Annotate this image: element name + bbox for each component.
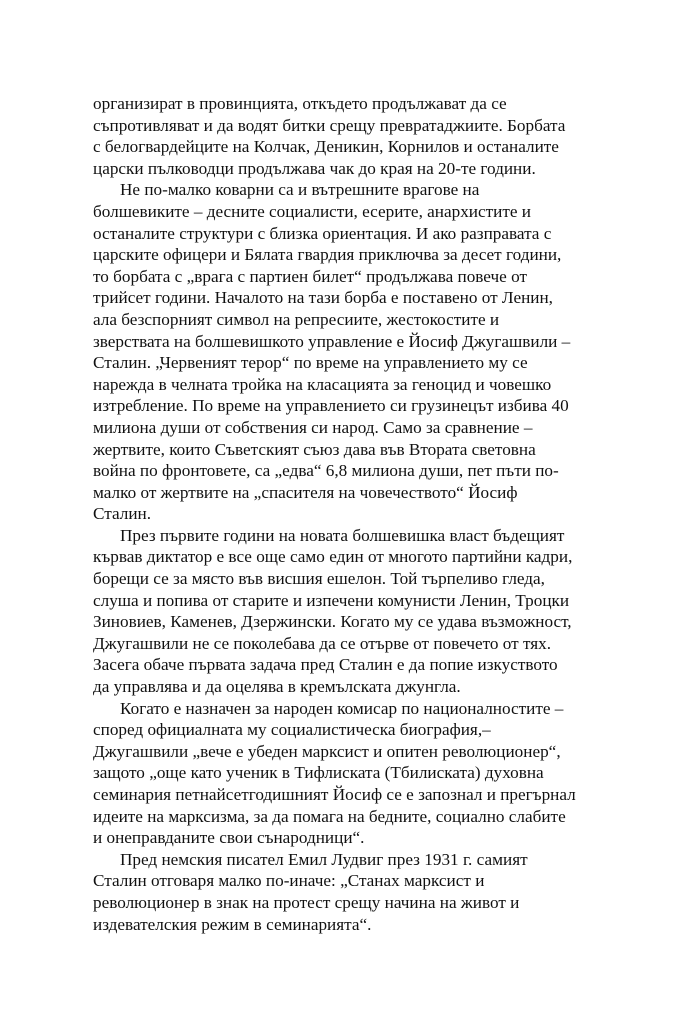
text-line: Когато е назначен за народен комисар по националностите – xyxy=(120,698,564,718)
text-line: останалите структури с близка ориентация. И ако разправата с xyxy=(93,223,552,243)
text-line: идеите на марксизма, за да помага на бедните, социално слабите xyxy=(93,806,566,826)
text-line: война по фронтовете, са „едва“ 6,8 милиона души, пет пъти по- xyxy=(93,461,559,481)
text-line: изтребление. По време на управлението си грузинецът избива 40 xyxy=(93,396,569,416)
paragraph-2 xyxy=(93,179,615,525)
text-line: то борбата с „врага с партиен билет“ продължава повече от xyxy=(93,266,527,286)
text-line: болшевиките – десните социалисти, есерите, анархистите и xyxy=(93,201,531,221)
paragraph-4 xyxy=(93,698,615,849)
document-page xyxy=(93,93,615,935)
text-line: според официалната му социалистическа биография,– xyxy=(93,720,491,740)
text-line: съпротивляват и да водят битки срещу превратаджиите. Борбата xyxy=(93,115,566,135)
text-line: Сталин. „Червеният терор“ по време на управлението му се xyxy=(93,353,528,373)
text-line: малко от жертвите на „спасителя на човечеството“ Йосиф xyxy=(93,482,518,502)
text-line: трийсет години. Началото на тази борба е поставено от Ленин, xyxy=(93,288,553,308)
paragraph-5 xyxy=(93,849,615,935)
text-line: семинария петнайсетгодишният Йосиф се е запознал и прегърнал xyxy=(93,785,576,804)
text-line: и онеправданите свои сънародници“. xyxy=(93,828,365,848)
text-line: зверствата на болшевишкото управление е Йосиф Джугашвили – xyxy=(93,331,571,351)
text-line: Сталин. xyxy=(93,504,152,524)
text-line: Засега обаче първата задача пред Сталин е да попие изкуството xyxy=(93,655,558,675)
text-line: защото „още като ученик в Тифлиската (Тбилиската) духовна xyxy=(93,763,544,783)
paragraph-3 xyxy=(93,525,615,698)
text-line: ала безспорният символ на репресиите, жестокостите и xyxy=(93,309,500,329)
text-line: революционер в знак на протест срещу начина на живот и xyxy=(93,892,520,912)
text-line: слуша и попива от старите и изпечени комунисти Ленин, Троцки xyxy=(93,590,570,610)
text-line: с белогвардейците на Колчак, Деникин, Корнилов и останалите xyxy=(93,137,559,157)
text-line: да управлява и да оцелява в кремълската джунгла. xyxy=(93,677,461,697)
paragraph-1 xyxy=(93,93,615,179)
text-line: Зиновиев, Каменев, Дзержински. Когато му се удава възможност, xyxy=(93,612,572,632)
text-line: организират в провинцията, откъдето продължават да се xyxy=(93,94,507,113)
text-line: жертвите, които Съветският съюз дава във Втората световна xyxy=(93,439,536,459)
text-line: Джугашвили не се поколебава да се отърве от повечето от тях. xyxy=(93,633,552,653)
text-line: издевателския режим в семинарията“. xyxy=(93,914,372,934)
text-line: царските офицери и Бялата гвардия приключва за десет години, xyxy=(93,245,562,265)
text-line: Пред немския писател Емил Лудвиг през 1931 г. самият xyxy=(120,849,528,869)
text-line: нарежда в челната тройка на класацията за геноцид и човешко xyxy=(93,374,552,394)
text-line: милиона души от собствения си народ. Само за сравнение – xyxy=(93,417,533,437)
text-line: кървав диктатор е все още само един от многото партийни кадри, xyxy=(93,547,573,567)
text-line: Не по-малко коварни са и вътрешните врагове на xyxy=(120,180,480,200)
text-line: През първите години на новата болшевишка власт бъдещият xyxy=(120,525,565,545)
text-line: Сталин отговаря малко по-иначе: „Станах марксист и xyxy=(93,871,485,891)
text-line: царски пълководци продължава чак до края на 20-те години. xyxy=(93,158,536,178)
text-line: борещи се за място във висшия ешелон. Той търпеливо гледа, xyxy=(93,569,545,589)
text-line: Джугашвили „вече е убеден марксист и опитен революционер“, xyxy=(93,741,561,761)
